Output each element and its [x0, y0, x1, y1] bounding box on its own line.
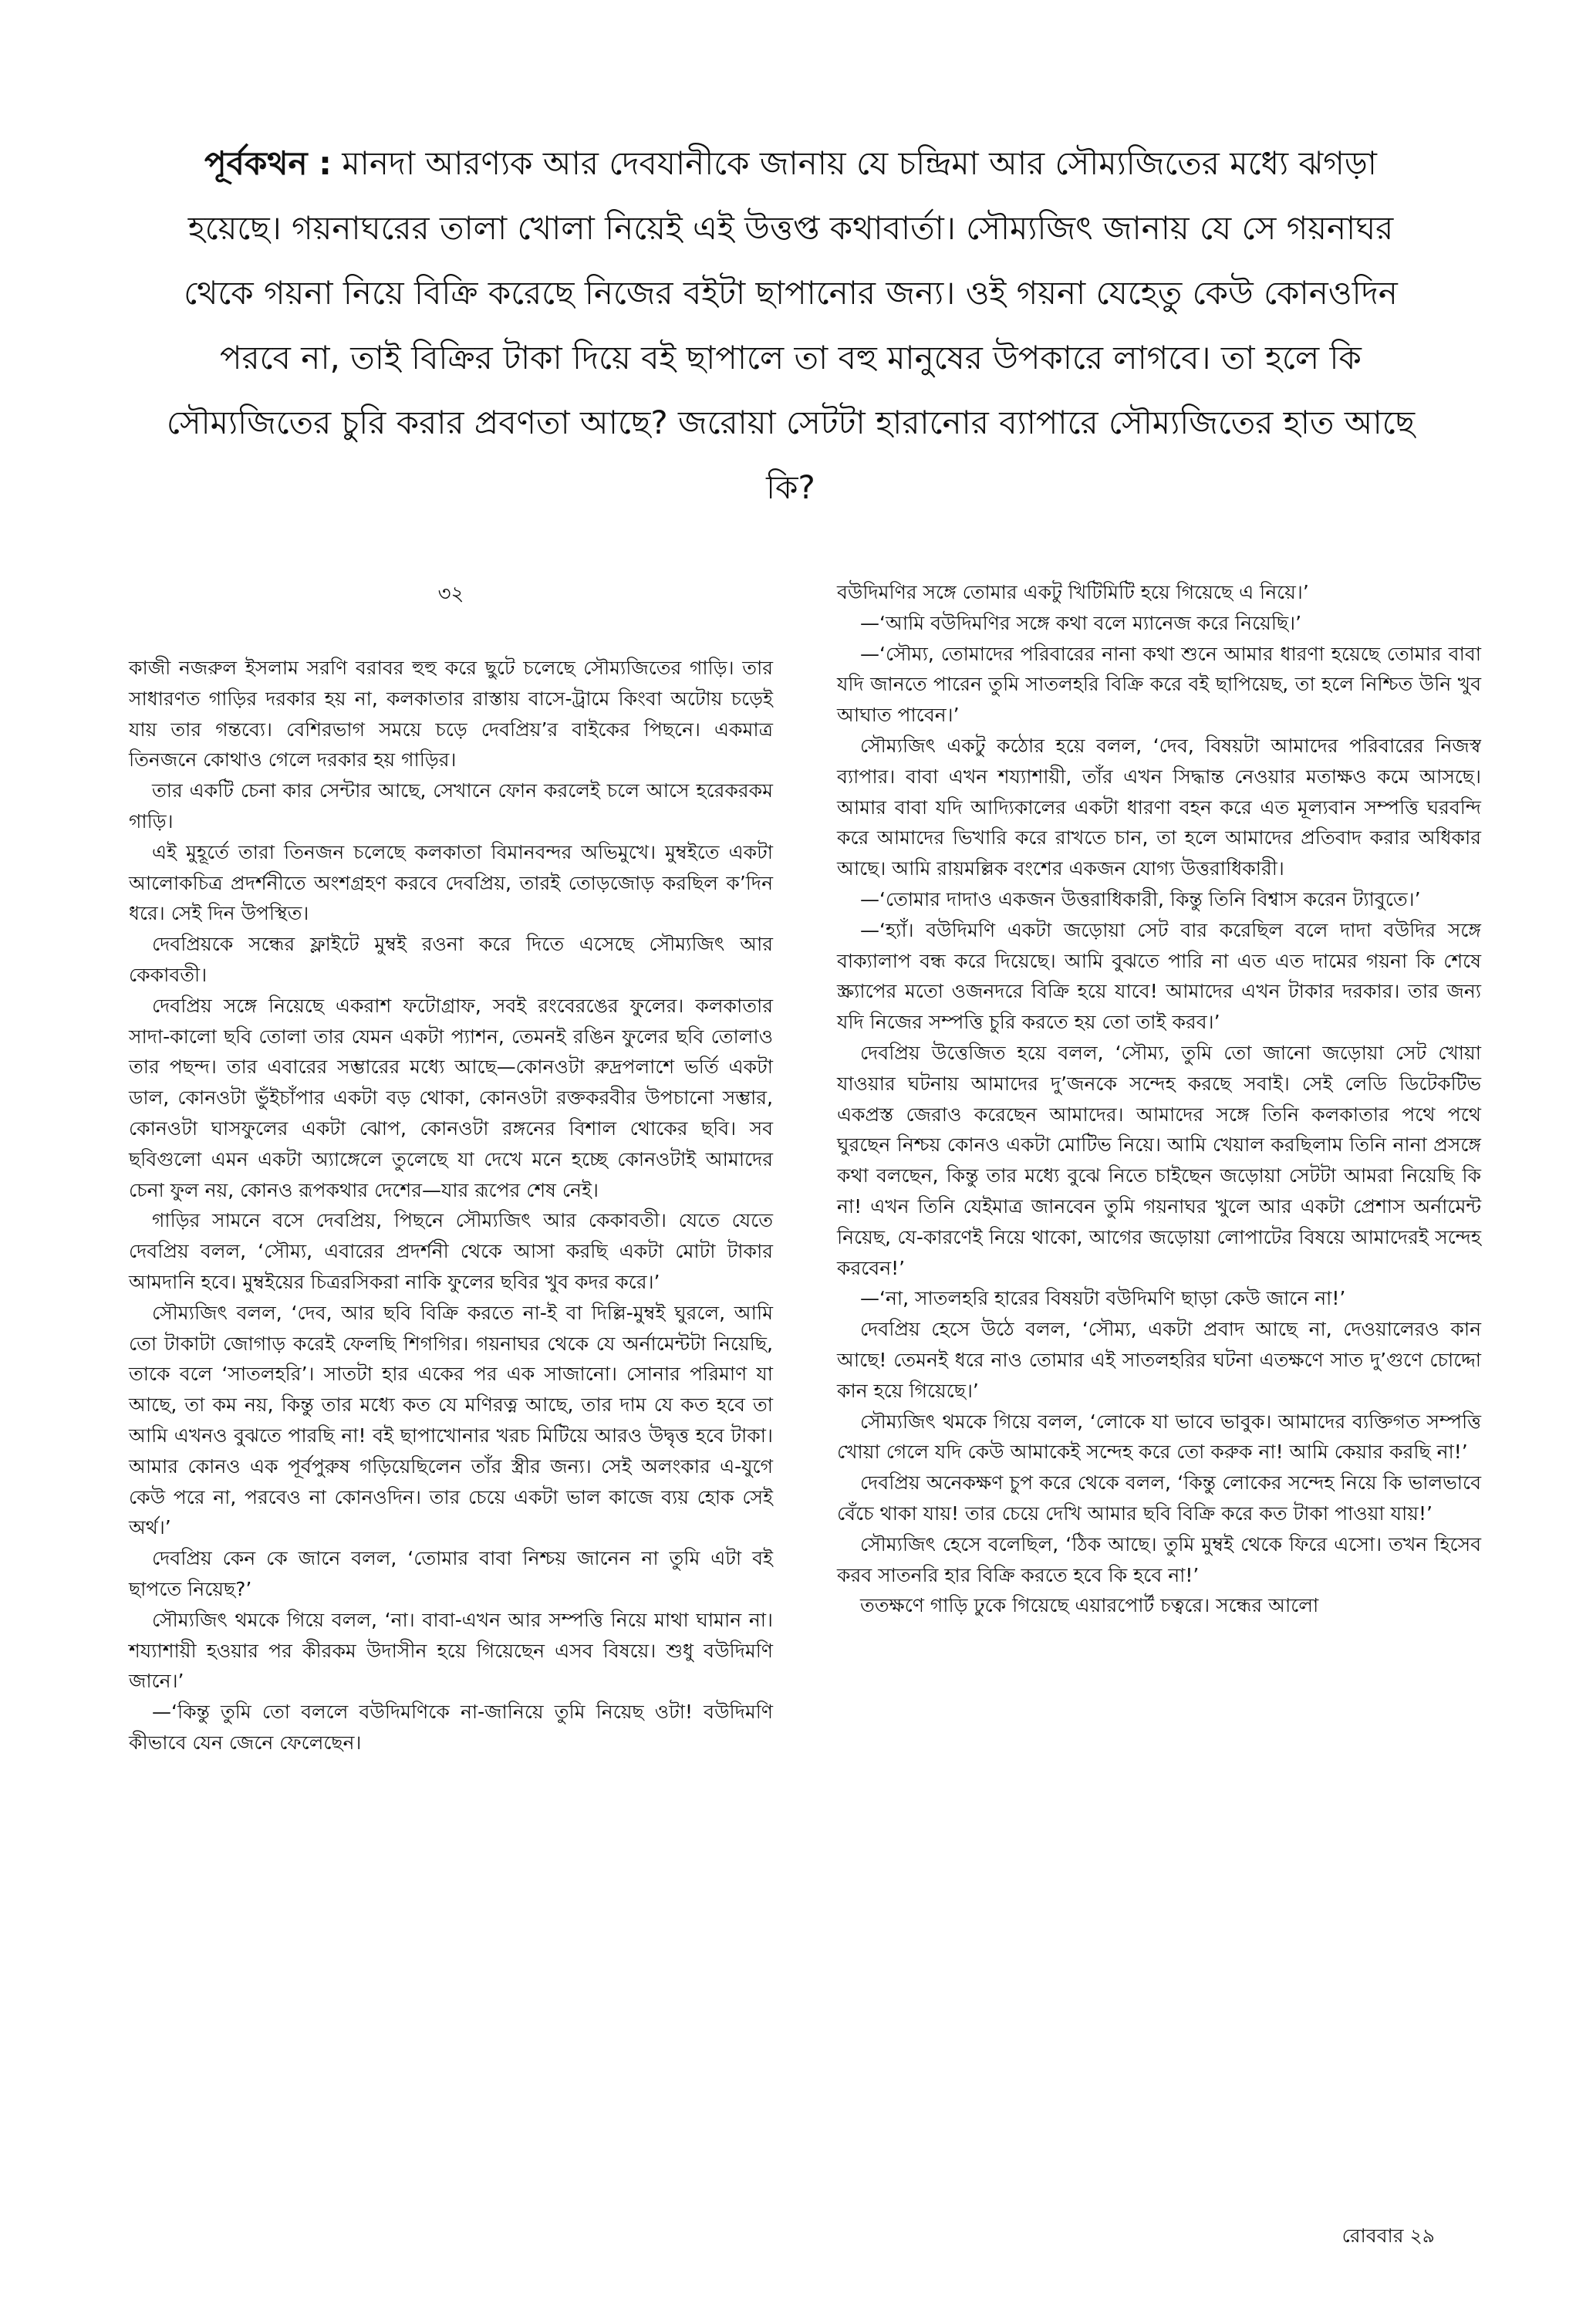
- paragraph: —‘তোমার দাদাও একজন উত্তরাধিকারী, কিন্তু তিনি বিশ্বাস করেন ট্যাবুতে।’: [860, 887, 1421, 910]
- paragraph: সৌম্যজিৎ থমকে গিয়ে বলল, ‘না। বাবা-এখন আর সম্পত্তি নিয়ে মাথা ঘামান না। শয্যাশায়ী হওয়ার পর কীরকম উদাসীন হয়ে গিয়েছেন এসব বিষয়ে। শুধু বউদিমণি জানে।’: [129, 1608, 773, 1693]
- paragraph: —‘সৌম্য, তোমাদের পরিবারের নানা কথা শুনে আমার ধারণা হয়েছে তোমার বাবা যদি জানতে পারেন তুমি সাতলহরি বিক্রি করে বই ছাপিয়েছ, তা হলে নিশ্চিত উনি খুব আঘাত পাবেন।’: [837, 642, 1481, 727]
- paragraph: সৌম্যজিৎ বলল, ‘দেব, আর ছবি বিক্রি করতে না-ই বা দিল্লি-মুম্বই ঘুরলে, আমি তো টাকাটা জোগাড় করেই ফেলছি শিগগির। গয়নাঘর থেকে যে অর্নামেন্টটা নিয়েছি, তাকে বলে ‘সাতলহরি’। সাতটা হার একের পর এক সাজানো। সোনার পরিমাণ যা আছে, তা কম নয়, কিন্তু তার মধ্যে কত যে মণিরত্ন আছে, তার দাম যে কত হবে তা আমি এখনও বুঝতে পারছি না! বই ছাপাখোনার খরচ মিটিয়ে আরও উদ্বৃত্ত হবে টাকা। আমার কোনও এক পূর্বপুরুষ গড়িয়েছিলেন তাঁর স্ত্রীর জন্য। সেই অলংকার এ-যুগে কেউ পরে না, পরবেও না কোনওদিন। তার চেয়ে একটা ভাল কাজে ব্যয় হোক সেই অর্থ।’: [129, 1301, 773, 1539]
- page-footer: [1311, 2221, 1435, 2254]
- paragraph: সৌম্যজিৎ থমকে গিয়ে বলল, ‘লোকে যা ভাবে ভাবুক। আমাদের ব্যক্তিগত সম্পত্তি খোয়া গেলে যদি কেউ আমাকেই সন্দেহ করে তো করুক না! আমি কেয়ার করছি না!’: [837, 1410, 1481, 1464]
- paragraph: সৌম্যজিৎ একটু কঠোর হয়ে বলল, ‘দেব, বিষয়টা আমাদের পরিবারের নিজস্ব ব্যাপার। বাবা এখন শয্যাশায়ী, তাঁর এখন সিদ্ধান্ত নেওয়ার মতাক্ষও কমে আসছে। আমার বাবা যদি আদ্যিকালের একটা ধারণা বহন করে এত মূল্যবান সম্পত্তি ঘরবন্দি করে আমাদের ভিখারি করে রাখতে চান, তা হলে আমাদের প্রতিবাদ করার অধিকার আছে। আমি রায়মল্লিক বংশের একজন যোগ্য উত্তরাধিকারী।: [837, 734, 1481, 880]
- recap-lead: পূর্বকথন :: [204, 144, 332, 182]
- paragraph: দেবপ্রিয় অনেকক্ষণ চুপ করে থেকে বলল, ‘কিন্তু লোকের সন্দেহ নিয়ে কি ভালভাবে বেঁচে থাকা যায়! তার চেয়ে দেখি আমার ছবি বিক্রি করে কত টাকা পাওয়া যায়!’: [837, 1471, 1481, 1525]
- paragraph: তার একটি চেনা কার সেন্টার আছে, সেখানে ফোন করলেই চলে আসে হরেকরকম গাড়ি।: [129, 779, 773, 833]
- paragraph: দেবপ্রিয়কে সন্ধের ফ্লাইটে মুম্বই রওনা করে দিতে এসেছে সৌম্যজিৎ আর কেকাবতী।: [129, 933, 773, 986]
- paragraph: —‘হ্যাঁ। বউদিমণি একটা জড়োয়া সেট বার করেছিল বলে দাদা বউদির সঙ্গে বাক্যালাপ বন্ধ করে দিয়েছে। আমি বুঝতে পারি না এত এত দামের গয়না কি শেষে স্ক্র্যাপের মতো ওজনদরে বিক্রি হয়ে যাবে! আমাদের এখন টাকার দরকার। তার জন্য যদি নিজের সম্পত্তি চুরি করতে হয় তো তাই করব।’: [837, 918, 1481, 1034]
- paragraph: কাজী নজরুল ইসলাম সরণি বরাবর হুহু করে ছুটে চলেছে সৌম্যজিতের গাড়ি। তার সাধারণত গাড়ির দরকার হয় না, কলকাতার রাস্তায় বাসে-ট্রামে কিংবা অটোয় চড়েই যায় তার গন্তব্যে। বেশিরভাগ সময়ে চড়ে দেবপ্রিয়’র বাইকের পিছনে। একমাত্র তিনজনে কোথাও গেলে দরকার হয় গাড়ির।: [129, 657, 773, 772]
- paragraph: গাড়ির সামনে বসে দেবপ্রিয়, পিছনে সৌম্যজিৎ আর কেকাবতী। যেতে যেতে দেবপ্রিয় বলল, ‘সৌম্য, এবারের প্রদর্শনী থেকে আসা করছি একটা মোটা টাকার আমদানি হবে। মুম্বইয়ের চিত্ররসিকরা নাকি ফুলের ছবির খুব কদর করে।’: [129, 1209, 773, 1293]
- paragraph: দেবপ্রিয় সঙ্গে নিয়েছে একরাশ ফটোগ্রাফ, সবই রংবেরঙের ফুলের। কলকাতার সাদা-কালো ছবি তোলা তার যেমন একটা প্যাশন, তেমনই রঙিন ফুলের ছবি তোলাও তার পছন্দ। তার এবারের সম্ভারের মধ্যে আছে—কোনওটা রুদ্রপলাশে ভর্তি একটা ডাল, কোনওটা ভুঁইচাঁপার একটা বড় থোকা, কোনওটা রক্তকরবীর উপচানো সম্ভার, কোনওটা ঘাসফুলের একটা ঝোপ, কোনওটা রঙ্গনের বিশাল থোকের ছবি। সব ছবিগুলো এমন একটা অ্যাঙ্গেলে তুলেছে যা দেখে মনে হচ্ছে কোনওটাই আমাদের চেনা ফুল নয়, কোনও রূপকথার দেশের—যার রূপের শেষ নেই।: [129, 994, 773, 1201]
- paragraph: দেবপ্রিয় কেন কে জানে বলল, ‘তোমার বাবা নিশ্চয় জানেন না তুমি এটা বই ছাপতে নিয়েছ?’: [129, 1547, 773, 1600]
- left-column: [129, 577, 773, 1758]
- magazine-name: রোববার: [1341, 2224, 1404, 2247]
- recap-summary: [154, 131, 1427, 520]
- page-number: ২৯: [1409, 2224, 1435, 2247]
- paragraph: —‘না, সাতলহরি হারের বিষয়টা বউদিমণি ছাড়া কেউ জানে না!’: [860, 1287, 1346, 1310]
- paragraph: দেবপ্রিয় হেসে উঠে বলল, ‘সৌম্য, একটা প্রবাদ আছে না, দেওয়ালেরও কান আছে! তেমনই ধরে নাও তোমার এই সাতলহরির ঘটনা এতক্ষণে সাত দু’গুণে চোদ্দো কান হয়ে গিয়েছে।’: [837, 1318, 1481, 1402]
- paragraph: —‘কিন্তু তুমি তো বললে বউদিমণিকে না-জানিয়ে তুমি নিয়েছ ওটা! বউদিমণি কীভাবে যেন জেনে ফেলেছেন।: [129, 1701, 773, 1754]
- paragraph: —‘আমি বউদিমণির সঙ্গে কথা বলে ম্যানেজ করে নিয়েছি।’: [860, 611, 1302, 634]
- paragraph: এই মুহূর্তে তারা তিনজন চলেছে কলকাতা বিমানবন্দর অভিমুখে। মুম্বইতে একটা আলোকচিত্র প্রদর্শনীতে অংশগ্রহণ করবে দেবপ্রিয়, তারই তোড়জোড় করছিল ক’দিন ধরে। সেই দিন উপস্থিত।: [129, 840, 773, 925]
- paragraph: সৌম্যজিৎ হেসে বলেছিল, ‘ঠিক আছে। তুমি মুম্বই থেকে ফিরে এসো। তখন হিসেব করব সাতনরি হার বিক্রি করতে হবে কি হবে না!’: [837, 1532, 1481, 1586]
- paragraph: বউদিমণির সঙ্গে তোমার একটু খিটিমিটি হয়ে গিয়েছে এ নিয়ে।’: [837, 581, 1309, 603]
- right-column: [837, 577, 1481, 1621]
- paragraph: ততক্ষণে গাড়ি ঢুকে গিয়েছে এয়ারপোর্ট চত্বরে। সন্ধের আলো: [860, 1594, 1319, 1617]
- recap-text: মানদা আরণ্যক আর দেবযানীকে জানায় যে চন্দ্রিমা আর সৌম্যজিতের মধ্যে ঝগড়া হয়েছে। গয়নাঘরের তালা খোলা নিয়েই এই উত্তপ্ত কথাবার্তা। সৌম্যজিৎ জানায় যে সে গয়নাঘর থেকে গয়না নিয়ে বিক্রি করেছে নিজের বইটা ছাপানোর জন্য। ওই গয়না যেহেতু কেউ কোনওদিন পরবে না, তাই বিক্রির টাকা দিয়ে বই ছাপালে তা বহু মানুষের উপকারে লাগবে। তা হলে কি সৌম্যজিতের চুরি করার প্রবণতা আছে? জরোয়া সেটটা হারানোর ব্যাপারে সৌম্যজিতের হাত আছে কি?: [166, 144, 1416, 506]
- chapter-number: ৩২: [437, 583, 464, 606]
- paragraph: দেবপ্রিয় উত্তেজিত হয়ে বলল, ‘সৌম্য, তুমি তো জানো জড়োয়া সেট খোয়া যাওয়ার ঘটনায় আমাদের দু’জনকে সন্দেহ করছে সবাই। সেই লেডি ডিটেকটিভ একপ্রস্ত জেরাও করেছেন আমাদের। আমাদের সঙ্গে তিনি কলকাতার পথে পথে ঘুরছেন নিশ্চয় কোনও একটা মোটিভ নিয়ে। আমি খেয়াল করছিলাম তিনি নানা প্রসঙ্গে কথা বলছেন, কিন্তু তার মধ্যে বুঝে নিতে চাইছেন জড়োয়া সেটটা আমরা নিয়েছি কি না! এখন তিনি যেইমাত্র জানবেন তুমি গয়নাঘর খুলে আর একটা প্রেশাস অর্নামেন্ট নিয়েছ, যে-কারণেই নিয়ে থাকো, আগের জড়োয়া লোপাটের বিষয়ে আমাদেরই সন্দেহ করবেন!’: [837, 1041, 1481, 1279]
